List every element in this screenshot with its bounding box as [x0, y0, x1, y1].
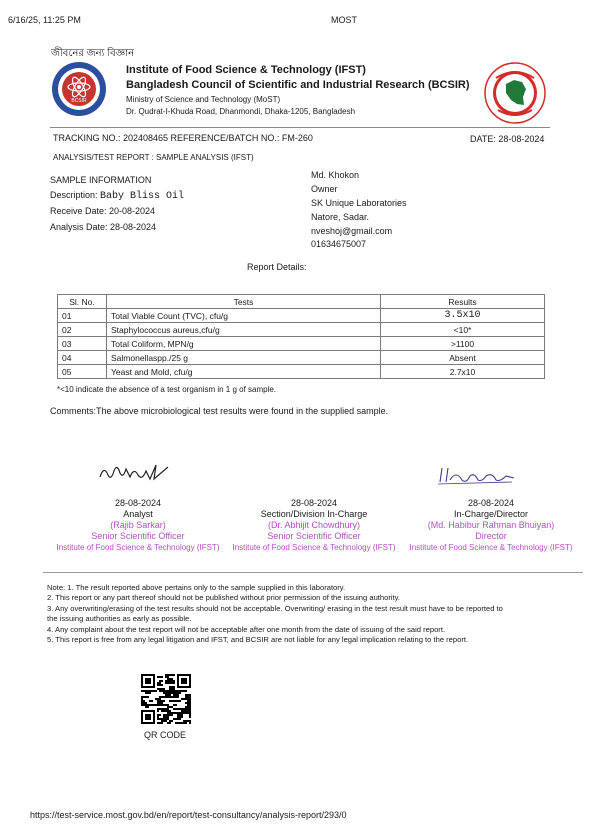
row-sl: 04 [58, 351, 107, 365]
row-test: Total Viable Count (TVC), cfu/g [107, 309, 381, 323]
table-header-row [58, 295, 545, 309]
header-sl-no: Sl. No. [58, 295, 107, 309]
table-row [58, 323, 545, 337]
report-type: ANALYSIS/TEST REPORT : SAMPLE ANALYSIS (IFST) [53, 153, 254, 162]
row-test: Yeast and Mold, cfu/g [107, 365, 381, 379]
row-test: Staphylococcus aureus,cfu/g [107, 323, 381, 337]
table-row [58, 351, 545, 365]
institute-address: Dr. Qudrat-I-Khuda Road, Dhanmondi, Dhaka-1205, Bangladesh [126, 107, 356, 116]
signatory-name: (Md. Habibur Rahman Bhuiyan) [427, 520, 555, 530]
signatory-institute: Institute of Food Science & Technology (IFST) [56, 543, 220, 552]
description-value: Baby Bliss Oil [100, 191, 185, 202]
header-divider [50, 127, 550, 128]
signatory-date: 28-08-2024 [114, 498, 162, 508]
row-sl: 05 [58, 365, 107, 379]
notes-divider [43, 572, 583, 573]
signatory-division-incharge [219, 498, 409, 553]
report-date: DATE: 28-08-2024 [470, 134, 545, 144]
row-sl: 03 [58, 337, 107, 351]
qr-label: QR CODE [144, 730, 187, 740]
row-result: 3.5x10 [381, 309, 545, 323]
row-sl: 02 [58, 323, 107, 337]
note-line: 2. This report or any part thereof should not be published without prior permission of the issuing authority. [47, 593, 401, 603]
client-name: Md. Khokon [311, 170, 360, 180]
council-name: Bangladesh Council of Scientific and Industrial Research (BCSIR) [126, 79, 470, 91]
description-label: Description: [50, 190, 98, 200]
signatory-designation: Senior Scientific Officer [267, 531, 361, 541]
ministry-name: Ministry of Science and Technology (MoST) [126, 95, 281, 104]
signatory-title: Section/Division In-Charge [260, 509, 368, 519]
table-footnote: *<10 indicate the absence of a test organism in 1 g of sample. [57, 385, 277, 394]
print-datetime: 6/16/25, 11:25 PM [8, 15, 81, 25]
analysis-date: Analysis Date: 28-08-2024 [50, 222, 157, 232]
signatory-designation: Senior Scientific Officer [91, 531, 185, 541]
institute-name: Institute of Food Science & Technology (IFST) [126, 64, 366, 76]
comments: Comments:The above microbiological test results were found in the supplied sample. [50, 406, 389, 416]
client-company: SK Unique Laboratories [311, 198, 407, 208]
receive-date: Receive Date: 20-08-2024 [50, 206, 156, 216]
footer-url[interactable]: https://test-service.most.gov.bd/en/report/test-consultancy/analysis-report/293/0 [30, 810, 347, 820]
table-row [58, 309, 545, 323]
signatory-date: 28-08-2024 [290, 498, 338, 508]
note-line: 5. This report is free from any legal litigation and IFST, and BCSIR are not liable for any legal implication relating to the report. [47, 635, 469, 645]
bcsir-logo-text: BCSIR [71, 98, 87, 104]
print-title: MOST [331, 15, 357, 25]
header-results: Results [381, 295, 545, 309]
row-result: 2.7x10 [381, 365, 545, 379]
signatory-director [396, 498, 586, 553]
signatory-designation: Director [475, 531, 507, 541]
table-row [58, 337, 545, 351]
client-phone: 01634675007 [311, 239, 367, 249]
government-emblem [484, 62, 546, 124]
sample-info-heading: SAMPLE INFORMATION [50, 175, 152, 185]
client-location: Natore, Sadar. [311, 212, 370, 222]
header-tests: Tests [107, 295, 381, 309]
bangla-motto: জীবনের জন্য বিজ্ঞান [51, 48, 135, 59]
results-table [57, 294, 545, 379]
row-test: Salmonellaspp./25 g [107, 351, 381, 365]
analyst-signature [98, 459, 174, 485]
row-result: Absent [381, 351, 545, 365]
client-email: nveshoj@gmail.com [311, 226, 393, 236]
row-result: <10* [381, 323, 545, 337]
signatory-institute: Institute of Food Science & Technology (IFST) [409, 543, 573, 552]
row-test: Total Coliform, MPN/g [107, 337, 381, 351]
director-signature [436, 466, 516, 486]
note-line: 4. Any complaint about the test report will not be acceptable after one month from the date of issuing of the said report. [47, 624, 446, 634]
note-line: Note: 1. The result reported above pertains only to the sample supplied in this laboratory. [47, 583, 346, 592]
sample-description [50, 190, 184, 202]
row-result: >1100 [381, 337, 545, 351]
bcsir-logo [50, 60, 108, 118]
note-line: 3. Any overwriting/erasing of the test results should not be acceptable. Overwriting/ erasing in the test result must have to be reported to [47, 603, 503, 613]
notes-section [47, 583, 587, 645]
signatory-title: Analyst [123, 509, 153, 519]
client-role: Owner [311, 184, 338, 194]
table-row [58, 365, 545, 379]
note-line: the issuing authorities as early as possible. [47, 614, 192, 624]
signatory-date: 28-08-2024 [467, 498, 515, 508]
signatory-name: (Rajib Sarkar) [110, 520, 166, 530]
signatory-name: (Dr. Abhijit Chowdhury) [267, 520, 361, 530]
qr-code [141, 674, 191, 724]
tracking-reference: TRACKING NO.: 202408465 REFERENCE/BATCH NO.: FM-260 [53, 133, 313, 143]
report-details-label: Report Details: [247, 262, 307, 272]
signatory-institute: Institute of Food Science & Technology (IFST) [232, 543, 396, 552]
row-sl: 01 [58, 309, 107, 323]
signatory-title: In-Charge/Director [453, 509, 529, 519]
signatory-analyst [43, 498, 233, 553]
